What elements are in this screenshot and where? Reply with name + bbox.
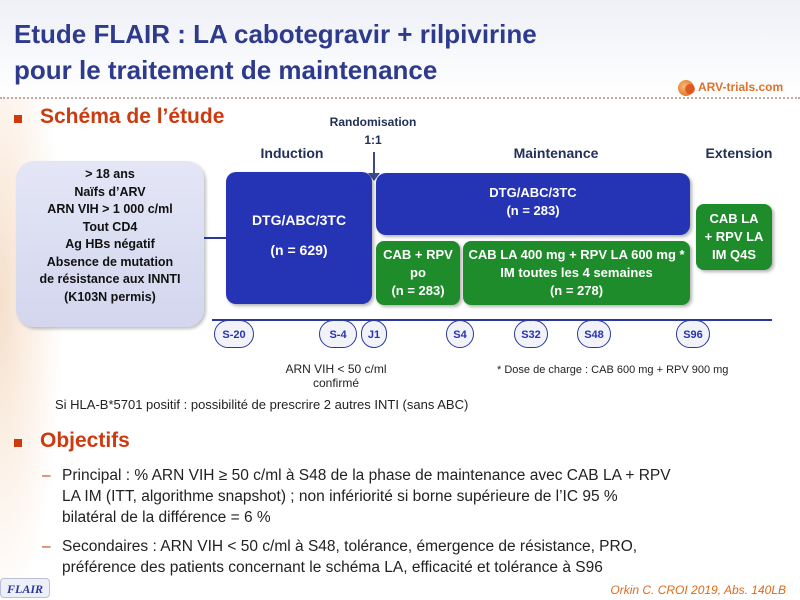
logo-text: ARV-trials.com: [698, 80, 784, 94]
slide-title-line-2: pour le traitement de maintenance: [14, 55, 438, 85]
arv-trials-logo: [678, 79, 798, 97]
timeline-marker: S-20: [214, 320, 254, 348]
inclusion-criteria-box: [16, 161, 204, 327]
timeline-marker: S-4: [319, 320, 357, 348]
timeline-marker: S96: [676, 320, 710, 348]
cab-rpv-la-count: (n = 278): [549, 283, 604, 298]
extension-line-2: + RPV LA: [704, 229, 764, 244]
cab-rpv-oral-line-1: CAB + RPV: [383, 247, 453, 262]
induction-arm-regimen: DTG/ABC/3TC: [251, 212, 347, 228]
objective-secondary: [42, 536, 774, 578]
timeline-marker: J1: [361, 320, 387, 348]
phase-label-induction: Induction: [260, 145, 324, 161]
phase-label-extension: Extension: [705, 145, 773, 161]
induction-arm-box: [226, 172, 372, 304]
cab-rpv-oral-line-2: po: [410, 265, 426, 280]
objective-primary-line: Principal : % ARN VIH ≥ 50 c/ml à S48 de la phase de maintenance avec CAB LA + RPV: [62, 467, 671, 484]
cab-rpv-la-line-2: IM toutes les 4 semaines: [500, 265, 653, 280]
arv-trials-logo-icon: [678, 80, 694, 96]
objective-primary-line: LA IM (ITT, algorithme snapshot) ; non infériorité si borne supérieure de l’IC 95 %: [62, 488, 618, 505]
study-tag: FLAIR: [0, 578, 50, 598]
criteria-item: Tout CD4: [82, 219, 138, 234]
objective-secondary-line: Secondaires : ARN VIH < 50 c/ml à S48, tolérance, émergence de résistance, PRO,: [62, 538, 638, 555]
header-separator: [0, 97, 800, 100]
induction-arm-count: (n = 629): [270, 242, 328, 258]
section-heading-objectives: Objectifs: [40, 429, 130, 452]
criteria-item: ARN VIH > 1 000 c/ml: [47, 202, 173, 216]
hla-note: Si HLA-B*5701 positif : possibilité de prescrire 2 autres INTI (sans ABC): [55, 397, 469, 412]
extension-box: [696, 204, 772, 270]
cab-rpv-oral-count: (n = 283): [391, 283, 445, 298]
objective-primary-line: bilatéral de la différence = 6 %: [62, 509, 271, 526]
slide-title-line-1: Etude FLAIR : LA cabotegravir + rilpivirine: [14, 19, 537, 49]
extension-line-3: IM Q4S: [711, 247, 757, 262]
section-bullet-icon: [14, 115, 22, 123]
criteria-item: de résistance aux INNTI: [39, 272, 181, 286]
section-bullet-icon: [14, 439, 22, 447]
criteria-item: Absence de mutation: [46, 254, 174, 269]
dash-bullet-icon: –: [42, 467, 51, 484]
viral-load-note-line-1: ARN VIH < 50 c/ml: [285, 362, 387, 376]
criteria-item: Naïfs d’ARV: [74, 184, 146, 199]
timeline-marker: S48: [577, 320, 611, 348]
criteria-item: (K103N permis): [64, 289, 156, 304]
randomisation-arrow-shaft: [373, 152, 375, 174]
timeline-marker: S4: [446, 320, 474, 348]
phase-label-maintenance: Maintenance: [513, 145, 599, 161]
maintenance-dtg-arm-box: [376, 173, 690, 235]
randomisation-label: [320, 113, 426, 149]
criteria-item: > 18 ans: [85, 167, 135, 181]
criteria-item: Ag HBs négatif: [65, 237, 155, 251]
cab-rpv-la-box: [463, 241, 690, 305]
slide-title: [14, 16, 614, 88]
viral-load-note-line-2: confirmé: [312, 376, 359, 390]
citation: Orkin C. CROI 2019, Abs. 140LB: [610, 583, 786, 597]
objective-secondary-line: préférence des patients concernant le schéma LA, efficacité et tolérance à S96: [62, 559, 603, 576]
extension-line-1: CAB LA: [709, 211, 759, 226]
criteria-connector-line: [204, 237, 226, 239]
loading-dose-note: * Dose de charge : CAB 600 mg + RPV 900 mg: [497, 364, 729, 376]
cab-rpv-la-line-1: CAB LA 400 mg + RPV LA 600 mg *: [468, 247, 685, 262]
dash-bullet-icon: –: [42, 538, 51, 555]
section-heading-schema: Schéma de l’étude: [40, 105, 225, 128]
maintenance-dtg-count: (n = 283): [506, 203, 560, 218]
maintenance-dtg-regimen: DTG/ABC/3TC: [489, 185, 577, 200]
cab-rpv-oral-box: [376, 241, 460, 305]
viral-load-note: [266, 362, 406, 390]
objective-primary: [42, 465, 774, 528]
randomisation-label-line-1: Randomisation: [329, 115, 417, 129]
randomisation-label-line-2: 1:1: [364, 133, 382, 147]
timeline-marker: S32: [514, 320, 548, 348]
